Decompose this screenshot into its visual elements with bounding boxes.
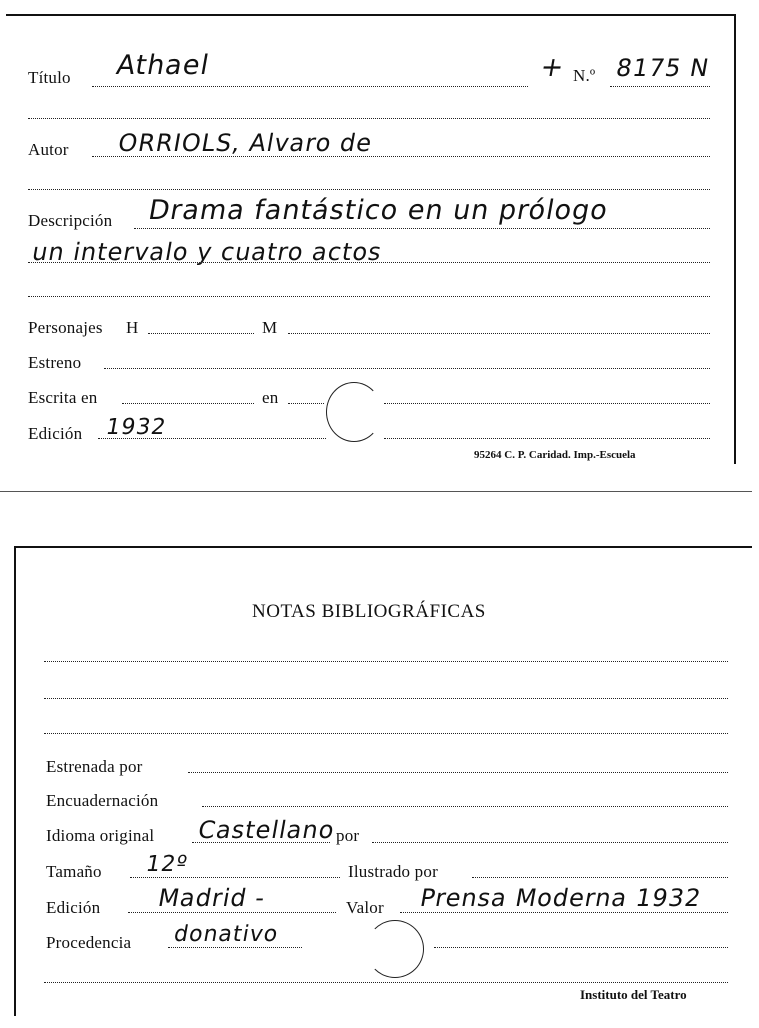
procedencia-line-2: [434, 947, 728, 948]
valor-value: Prensa Moderna 1932: [418, 884, 704, 912]
autor-line: [92, 156, 710, 157]
descripcion-label: Descripción: [28, 211, 113, 230]
valor-label: Valor: [346, 898, 384, 917]
ilustrado-por-line: [472, 877, 728, 878]
blank-line-1: [28, 118, 710, 119]
personajes-h-label: H: [126, 318, 139, 337]
edicion2-value: Madrid -: [156, 884, 268, 912]
tamano-line: [130, 877, 340, 878]
card2-top-edge: [14, 546, 752, 548]
encuadernacion-label: Encuadernación: [46, 791, 159, 810]
estreno-line: [104, 368, 710, 369]
idioma-line: [192, 842, 330, 843]
encuadernacion-line: [202, 806, 728, 807]
valor-line: [400, 912, 728, 913]
notas-line-bottom: [44, 982, 728, 983]
notas-heading: NOTAS BIBLIOGRÁFICAS: [252, 601, 486, 622]
personajes-label: Personajes: [28, 318, 103, 337]
tamano-label: Tamaño: [46, 862, 102, 881]
numero-label: N.º: [573, 66, 596, 85]
card2-left-edge: [14, 546, 16, 1016]
numero-value: 8175 N: [614, 54, 712, 82]
personajes-h-line: [148, 333, 254, 334]
idioma-por-line: [372, 842, 728, 843]
blank-line-2: [28, 189, 710, 190]
escrita-en-line: [122, 403, 254, 404]
descripcion-value-line2: un intervalo y cuatro actos: [30, 238, 385, 266]
escrita-en2-line: [288, 403, 324, 404]
numero-prefix: +: [538, 52, 568, 83]
descripcion-line-2: [28, 262, 710, 263]
escrita-en-label: Escrita en: [28, 388, 98, 407]
card1-top-edge: [6, 14, 734, 16]
escrita-en3-line: [384, 403, 710, 404]
notas-line-1: [44, 661, 728, 662]
idioma-value: Castellano: [196, 816, 338, 844]
procedencia-label: Procedencia: [46, 933, 132, 952]
numero-line: [610, 86, 710, 87]
punch-hole-2: [366, 920, 424, 978]
notas-line-3: [44, 733, 728, 734]
notas-line-2: [44, 698, 728, 699]
idioma-por-label: por: [336, 826, 360, 845]
personajes-m-line: [288, 333, 710, 334]
estrenada-por-label: Estrenada por: [46, 757, 143, 776]
idioma-label: Idioma original: [46, 826, 155, 845]
ilustrado-por-label: Ilustrado por: [348, 862, 438, 881]
procedencia-line: [168, 947, 302, 948]
footer-institution: Instituto del Teatro: [580, 987, 687, 1002]
edicion2-label: Edición: [46, 898, 101, 917]
printer-mark: 95264 C. P. Caridad. Imp.-Escuela: [474, 449, 636, 461]
tamano-value: 12º: [144, 852, 190, 877]
punch-hole: [326, 382, 382, 442]
autor-label: Autor: [28, 140, 69, 159]
card1-bottom-edge: [0, 491, 752, 492]
estreno-label: Estreno: [28, 353, 82, 372]
escrita-en2-label: en: [262, 388, 279, 407]
edicion-line-2: [384, 438, 710, 439]
estrenada-por-line: [188, 772, 728, 773]
titulo-value: Athael: [114, 50, 212, 81]
edicion-label: Edición: [28, 424, 83, 443]
procedencia-value: donativo: [172, 922, 281, 947]
titulo-line: [92, 86, 528, 87]
descripcion-value-line1: Drama fantástico en un prólogo: [146, 195, 611, 226]
edicion-value: 1932: [104, 415, 169, 440]
autor-value: ORRIOLS, Alvaro de: [116, 129, 375, 157]
descripcion-line: [134, 228, 710, 229]
card1-right-edge: [734, 14, 736, 464]
edicion2-line: [128, 912, 336, 913]
blank-line-3: [28, 296, 710, 297]
edicion-line: [98, 438, 326, 439]
titulo-label: Título: [28, 68, 71, 87]
personajes-m-label: M: [262, 318, 278, 337]
